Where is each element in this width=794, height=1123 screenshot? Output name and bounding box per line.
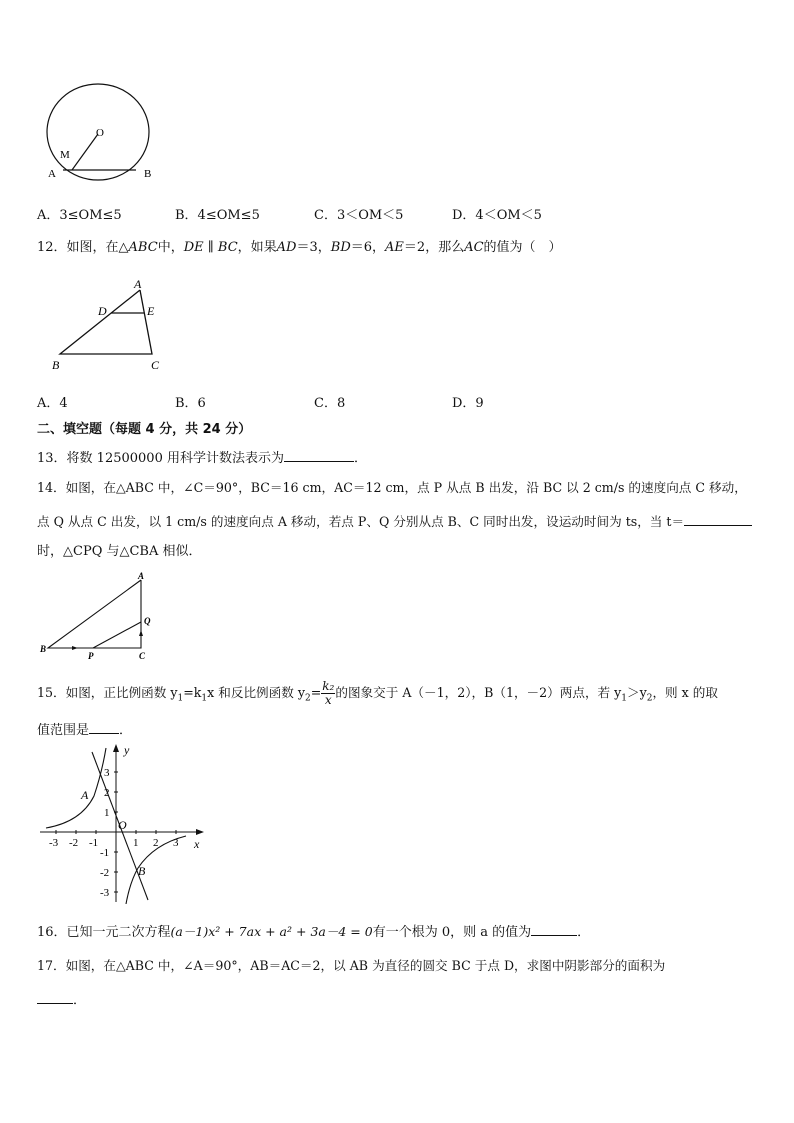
q14-label-p: P: [88, 651, 94, 661]
q15-tick-y-2: 2: [104, 787, 110, 799]
q14-triangle-figure: [36, 570, 166, 662]
q15-tick-x-3: 3: [173, 837, 179, 849]
q15-hyperbola-branch-left: [46, 748, 106, 828]
q14-label-b: B: [40, 644, 47, 654]
q15-tick-y-3: 3: [104, 767, 110, 779]
q11-circle-figure: [40, 82, 160, 192]
q12-stem: 12．如图，在△ABC中，DE ∥ BC，如果AD＝3，BD＝6，AE＝2，那么AC的值为（ ）: [37, 240, 562, 255]
q17-line-2: ．: [37, 989, 86, 1010]
q15-tick-x-neg1: -1: [89, 837, 99, 849]
q12-label-e: E: [147, 304, 155, 318]
q15-y-axis-arrow: [113, 744, 119, 752]
q11-radius-om: [72, 134, 98, 170]
q11-option-a[interactable]: A．3≤OM≤5: [37, 208, 122, 223]
q15-label-b: B: [138, 864, 146, 878]
q15-x-axis-arrow: [196, 829, 204, 835]
q13-stem: 13．将数 12500000 用科学计数法表示为 ．: [37, 447, 367, 468]
q14-triangle: [48, 580, 141, 648]
q14-arrow-bc: [72, 646, 78, 650]
q11-label-m: M: [60, 149, 70, 161]
q17-answer-blank[interactable]: [37, 989, 73, 1004]
q16-equation: (a－1)x² + 7ax + a² + 3a－4 = 0: [170, 924, 373, 939]
q15-tick-y-neg1: -1: [100, 847, 110, 859]
q14-arrow-ca: [139, 630, 143, 636]
q11-label-b: B: [144, 168, 152, 180]
q11-option-c[interactable]: C．3＜OM＜5: [314, 208, 404, 223]
q14-line-1: 14．如图，在△ABC 中，∠C＝90°，BC＝16 cm，AC＝12 cm，点 P 从点 B 出发，沿 BC 以 2 cm/s 的速度向点 C 移动，: [37, 480, 747, 495]
q14-line-3: 时，△CPQ 与△CBA 相似．: [37, 544, 202, 559]
q12-option-c[interactable]: C．8: [314, 396, 346, 411]
q12-triangle-figure: [44, 276, 174, 376]
q14-answer-blank[interactable]: [684, 511, 752, 526]
section-2-heading: 二、填空题（每题 4 分，共 24 分）: [37, 422, 252, 437]
q14-line-2: 点 Q 从点 C 出发，以 1 cm/s 的速度向点 A 移动，若点 P、Q 分别从点 B、C 同时出发，设运动时间为 ts，当 t＝: [37, 511, 752, 531]
q15-axis-label-y: y: [124, 743, 130, 757]
q12-label-b: B: [52, 358, 60, 372]
q12-label-d: D: [98, 304, 107, 318]
q15-origin-label: O: [118, 818, 127, 832]
q13-answer-blank[interactable]: [284, 447, 354, 462]
q12-option-d[interactable]: D．9: [452, 396, 484, 411]
q11-label-a: A: [48, 168, 56, 180]
q15-tick-x-neg3: -3: [49, 837, 59, 849]
q11-option-d[interactable]: D．4＜OM＜5: [452, 208, 542, 223]
q14-label-c: C: [139, 651, 146, 661]
q11-label-o: O: [96, 127, 104, 139]
q12-label-a: A: [134, 277, 142, 291]
q15-tick-y-neg2: -2: [100, 867, 110, 879]
q16-stem: 16．已知一元二次方程(a－1)x² + 7ax + a² + 3a－4 = 0有一个根为 0，则 a 的值为 ．: [37, 921, 590, 942]
q15-label-a: A: [81, 788, 89, 802]
q15-fraction: $\frac{\text{k₂}}{x}$: [322, 679, 335, 707]
q14-label-q: Q: [144, 616, 151, 626]
q15-line-2: 值范围是 ．: [37, 719, 132, 740]
q15-tick-x-2: 2: [153, 837, 159, 849]
q14-label-a: A: [138, 571, 145, 581]
q12-label-c: C: [151, 358, 160, 372]
q14-segment-pq: [93, 622, 141, 648]
q15-axis-label-x: x: [194, 837, 200, 851]
q17-line-1: 17．如图，在△ABC 中，∠A＝90°，AB＝AC＝2，以 AB 为直径的圆交 BC 于点 D，求图中阴影部分的面积为: [37, 958, 666, 973]
q12-triangle: [60, 290, 152, 354]
q12-option-b[interactable]: B．6: [175, 396, 206, 411]
q15-coordinate-figure: [36, 742, 206, 904]
q15-tick-y-1: 1: [104, 807, 110, 819]
q15-tick-y-neg3: -3: [100, 887, 110, 899]
q15-line-1: 15．如图，正比例函数 $y_1=k_1x$ 和反比例函数 $y_2=$ $\frac{\text{k₂}}{x}$ 的图象交于 A（－1，2），B（1，－2）两点，若 $y_1>y_2$，则 x 的取: [37, 679, 718, 707]
q15-tick-x-1: 1: [133, 837, 139, 849]
q11-option-b[interactable]: B．4≤OM≤5: [175, 208, 260, 223]
q12-option-a[interactable]: A．4: [37, 396, 68, 411]
q15-tick-x-neg2: -2: [69, 837, 79, 849]
q15-answer-blank[interactable]: [89, 719, 119, 734]
q16-answer-blank[interactable]: [531, 921, 577, 936]
